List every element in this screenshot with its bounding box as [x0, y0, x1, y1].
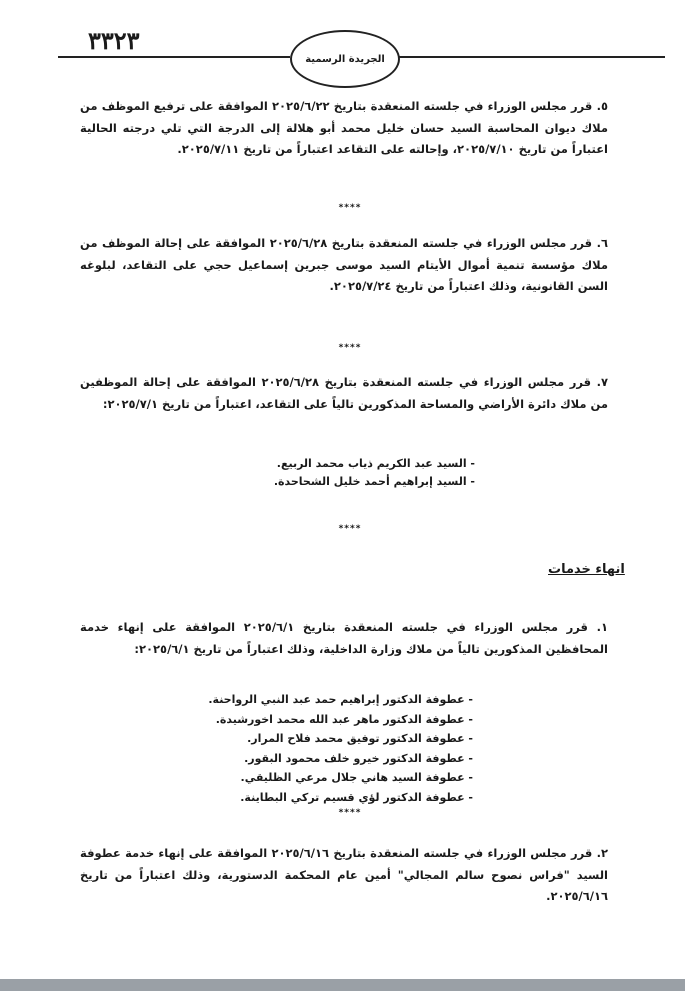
decision-5-number: ٥. [596, 99, 608, 113]
decision-6-number: ٦. [596, 236, 608, 250]
header-rule-left [58, 56, 290, 58]
decision-7-names-list [274, 455, 475, 491]
end-of-service-1-text: قرر مجلس الوزراء في جلسته المنعقدة بتاريخ ٢٠٢٥/٦/١ الموافقة على إنهاء خدمة المحافظين المذكورين تالياً من ملاك وزارة الداخلية، وذلك اعتباراً من تاريخ ٢٠٢٥/٦/١: [80, 620, 608, 656]
end-of-service-2 [80, 843, 608, 908]
separator-stars: **** [338, 203, 362, 213]
gazette-title: الجريدة الرسمية [305, 53, 385, 65]
separator-stars: **** [338, 524, 362, 534]
end-of-service-1-names-list [208, 690, 473, 807]
end-of-service-2-number: ٢. [596, 846, 608, 860]
end-of-service-1-number: ١. [596, 620, 608, 634]
list-item: - عطوفة الدكتور لؤي قسيم تركي البطاينة. [240, 790, 473, 804]
decision-5 [80, 96, 608, 161]
decision-6-paragraph [80, 233, 608, 298]
section-heading-end-of-service: انهاء خدمات [548, 562, 625, 577]
end-of-service-2-paragraph [80, 843, 608, 908]
decision-5-paragraph [80, 96, 608, 161]
list-item: - السيد إبراهيم أحمد خليل الشحاحدة. [273, 475, 475, 488]
separator-stars: **** [338, 343, 362, 353]
end-of-service-1 [80, 617, 608, 660]
end-of-service-1-paragraph [80, 617, 608, 660]
header-rule-right [395, 56, 665, 58]
list-item: - السيد عبد الكريم ذياب محمد الربيع. [276, 457, 475, 470]
list-item: - عطوفة الدكتور خيرو خلف محمود البقور. [244, 751, 473, 765]
decision-6 [80, 233, 608, 298]
decision-5-text: قرر مجلس الوزراء في جلسته المنعقدة بتاريخ ٢٠٢٥/٦/٢٢ الموافقة على ترفيع الموظف من ملاك ديوان المحاسبة السيد حسان خليل محمد أبو هلالة إلى الدرجة التي تلي درجته الحالية اعتباراً من تاريخ ٢٠٢٥/٧/١٠، وإحالته على التقاعد اعتباراً من تاريخ ٢٠٢٥/٧/١١. [80, 99, 608, 156]
list-item: - عطوفة السيد هاني جلال مرعي الظليقي. [240, 771, 473, 784]
decision-7-text: قرر مجلس الوزراء في جلسته المنعقدة بتاريخ ٢٠٢٥/٦/٢٨ الموافقة على إحالة الموظفين من ملاك دائرة الأراضي والمساحة المذكورين تالياً على التقاعد، اعتباراً من تاريخ ٢٠٢٥/٧/١: [80, 375, 608, 411]
decision-7 [80, 372, 608, 415]
page-number: ٣٣٢٣ [88, 26, 140, 55]
list-item: - عطوفة الدكتور ماهر عبد الله محمد اخورشيدة. [215, 712, 473, 726]
separator-stars: **** [338, 808, 362, 818]
decision-7-number: ٧. [596, 375, 608, 389]
bottom-bar [0, 979, 685, 991]
gazette-title-oval [290, 30, 400, 88]
list-item: - عطوفة الدكتور إبراهيم حمد عبد النبي الرواحنة. [208, 693, 473, 706]
list-item: - عطوفة الدكتور توفيق محمد فلاح المرار. [247, 732, 473, 745]
decision-6-text: قرر مجلس الوزراء في جلسته المنعقدة بتاريخ ٢٠٢٥/٦/٢٨ الموافقة على إحالة الموظف من ملاك مؤسسة تنمية أموال الأيتام السيد موسى جبرين إسماعيل حجي على التقاعد، لبلوغه السن القانونية، وذلك اعتباراً من تاريخ ٢٠٢٥/٧/٢٤. [80, 236, 608, 293]
end-of-service-2-text: قرر مجلس الوزراء في جلسته المنعقدة بتاريخ ٢٠٢٥/٦/١٦ الموافقة على إنهاء خدمة عطوفة السيد "فراس نصوح سالم المجالي" أمين عام المحكمة الدستورية، وذلك اعتباراً من تاريخ ٢٠٢٥/٦/١٦. [80, 846, 608, 903]
decision-7-paragraph [80, 372, 608, 415]
